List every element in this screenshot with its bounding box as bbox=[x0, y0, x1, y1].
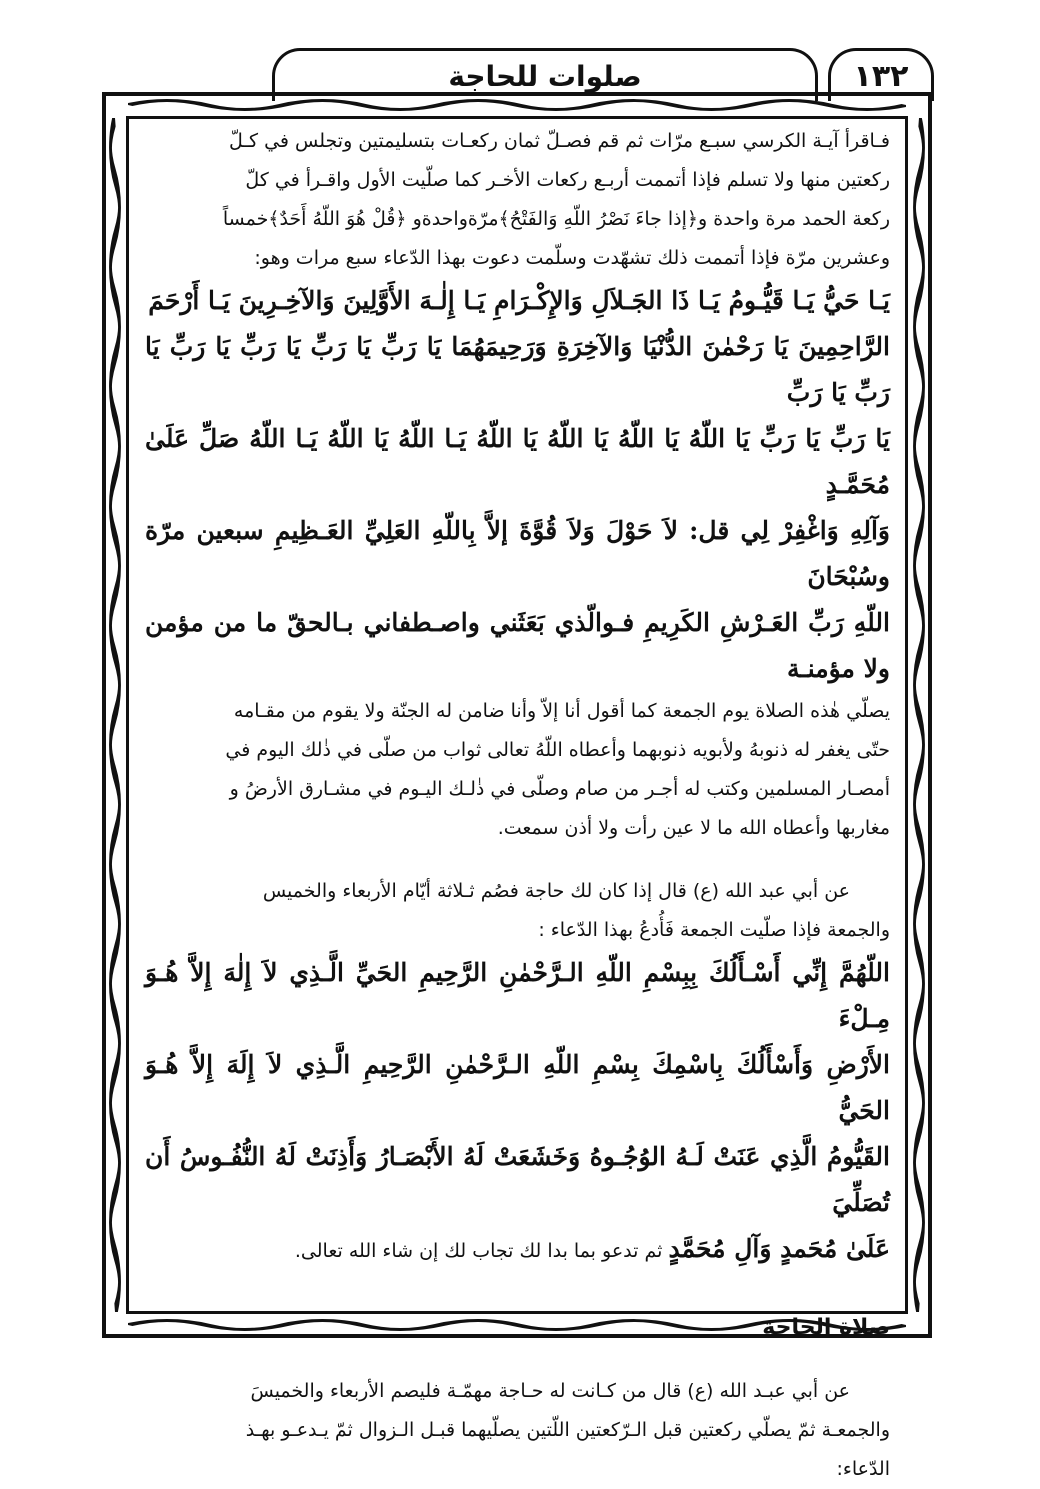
ornament-left-border bbox=[106, 118, 124, 1312]
paragraph-3 bbox=[145, 872, 890, 950]
dua-line: وَآلِهِ وَاغْفِرْ لِي قل: لاَ حَوْلَ وَلاَ قُوَّةَ إلاَّ بِاللّهِ العَلِيِّ العَـظِيمِ سبعين مرّة وسُبْحَانَ bbox=[145, 516, 890, 591]
dua-line: اللّهِ رَبِّ العَـرْشِ الكَرِيمِ فـوالّذي بَعَثَني واصـطفاني بـالحقّ ما من مؤمن ولا مؤمنـة bbox=[145, 608, 890, 683]
ornament-right-border bbox=[910, 118, 928, 1312]
ornament-top-border bbox=[128, 96, 906, 114]
dua-closing-text: ثم تدعو بما بدا لك تجاب لك إن شاء الله تعالى. bbox=[294, 1240, 663, 1262]
dua-line: يَـا حَيُّ يَـا قَيُّـومُ يَـا ذَا الجَـلاَلِ وَالإِكْـرَامِ يَـا إِلٰـهَ الأَوَّلِينَ وَالآخِـرِينَ يَـا أَرْحَمَ bbox=[148, 286, 890, 315]
text-line: والجمعة فإذا صلّيت الجمعة فَأُدعُ بهذا الدّعاء : bbox=[538, 919, 890, 941]
text-line: حتّى يغفر له ذنوبهُ ولأبويه ذنوبهما وأعطاه اللّهُ تعالى ثواب من صلّى في ذٰلك اليوم في bbox=[225, 739, 890, 761]
text-line: ركعتين منها ولا تسلم فإذا أتممت أربـع ركعات الأخـر كما صلّيت الأول واقـرأ في كلّ bbox=[245, 169, 890, 191]
dua-2 bbox=[145, 950, 890, 1274]
dua-line: الرَّاحِمِينَ يَا رَحْمٰنَ الدُّنْيَا وَالآخِرَةِ وَرَحِيمَهُمَا يَا رَبِّ يَا رَبِّ يَا رَبِّ يَا رَبِّ يَا رَبِّ يَا رَبِّ bbox=[145, 332, 890, 407]
paragraph-4 bbox=[145, 1372, 890, 1489]
paragraph-1 bbox=[145, 122, 890, 278]
page-number: ١٣٢ bbox=[828, 48, 934, 101]
text-line: الدّعاء: bbox=[836, 1458, 890, 1480]
dua-closing-quote: عَلَىٰ مُحَمدٍ وَآلِ مُحَمَّدٍ bbox=[668, 1234, 890, 1263]
dua-closing-line bbox=[145, 1226, 890, 1274]
text-line: فـاقرأ آيـة الكرسي سبـع مرّات ثم قم فصـلّ ثمان ركعـات بتسليمتين وتجلس في كـلّ bbox=[229, 130, 890, 152]
dua-1 bbox=[145, 278, 890, 692]
dua-line: الأَرْضِ وَأَسْأَلُكَ بِاسْمِكَ بِسْمِ اللّهِ الـرَّحْمٰنِ الرَّحِيمِ الَّـذِي لاَ إِلَهَ إِلاَّ هُـوَ الحَيُّ bbox=[145, 1050, 890, 1125]
dua-line: اللّهُمَّ إِنِّي أَسْـأَلُكَ بِبِسْمِ اللّهِ الـرَّحْمٰنِ الرَّحِيمِ الحَيِّ الَّـذِي لاَ إِلٰهَ إِلاَّ هُـوَ مِـلْءَ bbox=[145, 958, 890, 1033]
text-line: وعشرين مرّة فإذا أتممت ذلك تشهّدت وسلّمت دعوت بهذا الدّعاء سبع مرات وهو: bbox=[254, 247, 890, 269]
text-line: عن أبي عبـد الله (ع) قال من كـانت له حـاجة مهمّـة فليصم الأربعاء والخميسَ bbox=[250, 1380, 850, 1402]
text-line: عن أبي عبد الله (ع) قال إذا كان لك حاجة فصُم ثـلاثة أيّام الأربعاء والخميس bbox=[262, 880, 850, 902]
running-title: صلوات للحاجة bbox=[272, 48, 818, 101]
paragraph-2 bbox=[145, 692, 890, 848]
dua-line: يَا رَبِّ يَا رَبِّ يَا اللّهُ يَا اللّهُ يَا اللّهُ يَا اللّهُ يَـا اللّهُ يَا اللّهُ يَـا اللّهُ صَلِّ عَلَىٰ مُحَمَّـدٍ bbox=[145, 424, 890, 499]
page-body bbox=[145, 122, 890, 1489]
dua-line: القَيُّومُ الَّذِي عَنَتْ لَـهُ الوُجُـوهُ وَخَشَعَتْ لَهُ الأَبْصَـارُ وَأَذِنَتْ لَهُ النُّفُـوسُ أَن تُصَلِّيَ bbox=[145, 1142, 890, 1217]
text-line: أمصـار المسلمين وكتب له أجـر من صام وصلّى في ذٰلـك اليـوم في مشـارق الأرضُ و bbox=[229, 778, 890, 800]
text-line: ركعة الحمد مرة واحدة و﴿إذا جاءَ نَصْرُ اللّهِ وَالفَتْحُ﴾مرّةواحدةو ﴿قُلْ هُوَ اللّهُ أَحَدٌ﴾خمساً bbox=[222, 208, 890, 230]
text-line: والجمعـة ثمّ يصلّي ركعتين قبل الـرّكعتين اللّتين يصلّيهما قبـل الـزوال ثمّ يـدعـو بهـذ bbox=[245, 1419, 890, 1441]
section-heading: صلاة الحاجة bbox=[762, 1315, 890, 1340]
text-line: يصلّي هٰذه الصلاة يوم الجمعة كما أقول أنا إلاّ وأنا ضامن له الجنّة ولا يقوم من مقـامه bbox=[233, 700, 890, 722]
text-line: مغاربها وأعطاه الله ما لا عين رأت ولا أذن سمعت. bbox=[497, 817, 890, 839]
